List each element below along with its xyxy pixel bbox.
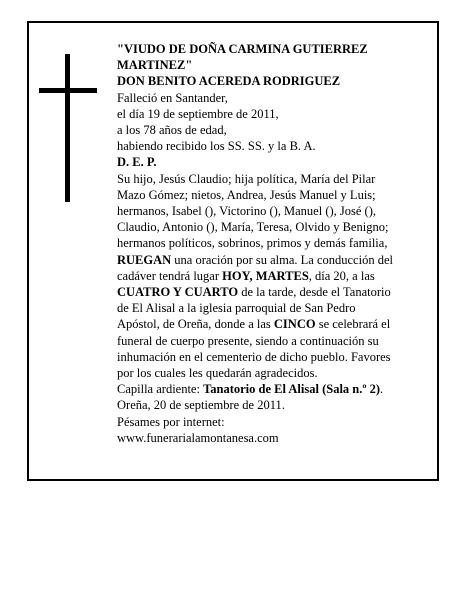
deceased-name: DON BENITO ACEREDA RODRIGUEZ <box>117 74 341 89</box>
condolences-label: Pésames por internet: <box>117 414 225 429</box>
body-line-9: de El Alisal a la iglesia parroquial de San Pedro <box>117 301 356 316</box>
family-line-1: Su hijo, Jesús Claudio; hija política, María del Pilar <box>117 171 376 186</box>
body-line-8 <box>117 284 435 300</box>
dep-label: D. E. P. <box>117 155 157 170</box>
time-label: CUATRO Y CUARTO <box>117 285 239 300</box>
cross-icon <box>39 54 99 202</box>
body-line-10-rest: se celebrará el <box>315 317 391 332</box>
condolences-url[interactable]: www.funerarialamontanesa.com <box>117 430 279 445</box>
body-line-11: funeral de cuerpo presente, siendo a continuación su <box>117 333 379 348</box>
deceased-title-line-1: "VIUDO DE DOÑA CARMINA GUTIERREZ <box>117 42 368 56</box>
death-info-line-1: Falleció en Santander, <box>117 90 228 105</box>
deceased-title-line-2: MARTINEZ" <box>117 58 193 73</box>
chapel-label: Capilla ardiente: <box>117 382 204 397</box>
family-line-2: Mazo Gómez; nietos, Andrea, Jesús Manuel y Luis; <box>117 187 376 202</box>
cross-horizontal-bar <box>39 88 97 93</box>
place-date: Oreña, 20 de septiembre de 2011. <box>117 398 285 413</box>
family-line-5: hermanos políticos, sobrinos, primos y demás familia, <box>117 236 388 251</box>
death-info-line-3: a los 78 años de edad, <box>117 123 227 138</box>
cinco-label: CINCO <box>273 317 316 332</box>
death-info-line-4: habiendo recibido los SS. SS. y la B. A. <box>117 139 316 154</box>
chapel-end: . <box>380 382 384 397</box>
body-line-8-text: de la tarde, desde el Tanatorio <box>238 285 391 300</box>
body-line-7-text: cadáver tendrá lugar <box>117 268 223 283</box>
body-line-10-text: Apóstol, de Oreña, donde a las <box>117 317 274 332</box>
notice-text <box>117 41 435 446</box>
chapel-line <box>117 381 435 397</box>
body-line-13: por los cuales les quedarán agradecidos. <box>117 366 318 381</box>
chapel-place: Tanatorio de El Alisal (Sala n.º 2) <box>203 382 381 397</box>
hoy-label: HOY <box>222 268 250 283</box>
body-line-7 <box>117 268 435 284</box>
body-line-6-text: una oración por su alma. La conducción del <box>171 252 393 267</box>
martes-label: MARTES <box>255 268 309 283</box>
body-line-12: inhumación en el cementerio de dicho pueblo. Favores <box>117 349 391 364</box>
death-info-line-2: el día 19 de septiembre de 2011, <box>117 106 279 121</box>
body-line-7-rest: , día 20, a las <box>308 268 375 283</box>
ruegan-label: RUEGAN <box>117 252 172 267</box>
family-line-4: Claudio, Antonio (), María, Teresa, Olvido y Benigno; <box>117 220 389 235</box>
cross-vertical-bar <box>65 54 70 202</box>
obituary-notice <box>27 21 439 481</box>
body-line-10 <box>117 316 435 332</box>
family-line-3: hermanos, Isabel (), Victorino (), Manuel (), José (), <box>117 204 377 219</box>
hoy-comma: , <box>249 268 256 283</box>
body-line-6 <box>117 252 435 268</box>
